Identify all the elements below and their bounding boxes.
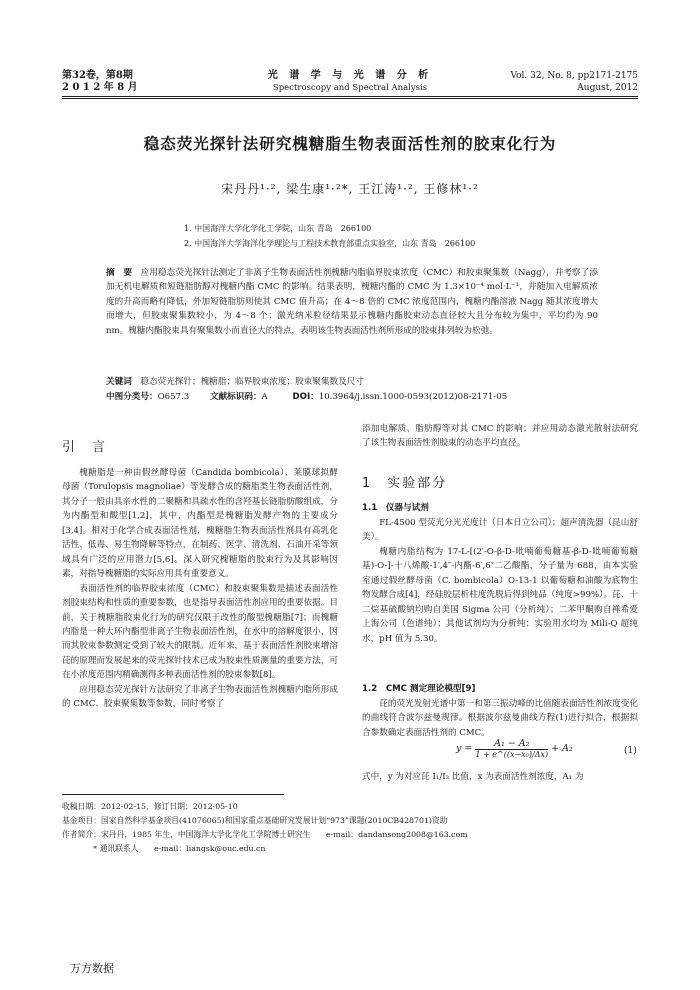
footnote-author-bio: 作者简介：宋丹丹，1985 年生，中国海洋大学化学化工学院博士研究生 e-mail：dandansong2008@163.com: [62, 830, 468, 839]
affiliations: [184, 221, 475, 251]
after-equation: [362, 770, 638, 784]
keywords-label: 关键词: [106, 377, 132, 387]
article-title: 稳态荧光探针法研究槐糖脂生物表面活性剂的胶束化行为: [143, 135, 557, 153]
affiliation-1: 1. 中国海洋大学化学化工学院，山东 青岛 266100: [184, 224, 372, 233]
equation-denominator: 1 + e^((x−x₀)/Δx): [475, 750, 549, 759]
header-volume: 第32卷，第8期: [62, 70, 133, 81]
section-paragraph: 芘的荧光发射光谱中第一和第三振动峰的比值随表面活性剂浓度变化的曲线符合波尔兹曼规律。根据波尔兹曼曲线方程(1)进行拟合，根据拟合参数确定表面活性剂的 CMC。: [362, 699, 638, 738]
footnote-rule: [62, 794, 284, 795]
after-equation-text: 式中，y 为对应芘 I₁/I₃ 比值，x 为表面活性剂浓度，A₁ 为: [362, 772, 584, 782]
header-date-cn: 2 0 1 2 年 8 月: [62, 82, 138, 93]
header-rule-top: [62, 96, 638, 97]
abstract-text: 应用稳态荧光探针法测定了非离子生物表面活性剂槐糖内脂临界胶束浓度（CMC）和胶束聚集数（Nagg），并考察了添加无机电解质和短链脂肪醇对槐糖内酯 CMC 的影响。结果表明，槐糖内酯的 CMC 为 1.3×10⁻⁴ mol·L⁻¹，并随加入电解质浓度的升高而略有降低，外加短链脂肪则使其 CMC 值升高；在 4～8 倍的 CMC 浓度范围内，槐糖内酯溶液 Nagg 随其浓度增大而增大，但胶束聚集数较小，为 4～8 个；激光纳米粒径结果显示槐糖内酯胶束动态直径较大且分布较为集中，平均约为 90 nm。槐糖内酯胶束具有聚集数小而直径大的特点，表明该生物表面活性剂所形成的胶束排列较为松弛。: [106, 268, 598, 336]
keywords-text: 稳态荧光探针；槐糖脂；临界胶束浓度；胶束聚集数及尺寸: [140, 377, 364, 387]
affiliation-2: 2. 中国海洋大学海洋化学理论与工程技术教育部重点实验室，山东 青岛 266100: [184, 239, 476, 248]
intro-paragraph: 应用稳态荧光探针方法研究了非离子生物表面活性剂槐糖内脂所形成的 CMC、胶束聚集数等参数，同时考察了: [62, 684, 338, 710]
intro-paragraph: 槐糖脂是一种由假丝酵母菌（Candida bombicola）、莱膜球拟酵母菌（Torulopsis magnoliae）等发酵合成的糖脂类生物表面活性剂，其分子一般由具亲水性的二聚糖和具疏水性的含羟基长链脂肪酸组成，分为内酯型和酸型[1,2]，其中，内酯型是槐糖脂发酵产物的主要成分[3,4]。相对于化学合成表面活性剂，槐糖脂生物表面活性剂具有高乳化活性、低毒、易生物降解等特点，在制药、医学、清洗剂、石油开采等领域具有广泛的应用潜力[5,6]。深入研究槐糖脂的胶束行为及其影响因素，对指导槐糖脂的实际应用具有重要意义。: [62, 468, 338, 580]
section1-heading: 1 实验部分: [362, 476, 448, 491]
section-paragraph: FL-4500 型荧光分光光度计（日本日立公司）；超声清洗器（昆山舒美）。: [362, 518, 638, 543]
clc-label: 中图分类号：: [106, 392, 158, 402]
equation-lhs: y =: [456, 743, 473, 754]
subsection-1-1-heading: 1.1 仪器与试剂: [362, 503, 429, 513]
section-paragraph: 槐糖内脂结构为 17-L-[(2′-O-β-D-吡喃葡萄糖基-β-D-吡喃葡萄糖基)-O-]-十八烯酸-1′,4″-内酯-6′,6″二乙酸酯，分子量为 688，由本实验室通过假丝酵母菌（C. bombicola）O-13-1 以葡萄糖和油酸为底物生物发酵合成[4]，经硅胶层析柱度洗脱后得到纯品（纯度>99%）。芘、十二烷基硫酸钠均购自美国 Sigma 公司（分析纯）；二苯甲酮购自禅希爱上海公司（色谱纯）；其他试剂均为分析纯；实验用水均为 Mili-Q 超纯水，pH 值为 5.30。: [362, 546, 638, 644]
footnotes: [62, 800, 638, 856]
subsection-1-2-heading: 1.2 CMC 测定理论模型[9]: [362, 684, 476, 694]
header-date-en: August, 2012: [577, 83, 638, 93]
doi-label: DOI：: [292, 392, 319, 402]
section1-1-body: [362, 516, 638, 646]
footnote-received: 收稿日期：2012-02-15，修订日期：2012-05-10: [62, 802, 238, 811]
section1-2-body: [362, 697, 638, 740]
doc-code-label: 文献标识码：: [209, 392, 262, 402]
intro-continuation: 添加电解质、脂肪醇等对其 CMC 的影响；并应用动态激光散射法研究了该生物表面活性剂胶束的动态平均直径。: [362, 424, 638, 449]
footnote-correspondence: * 通讯联系人 e-mail：liangsk@ouc.edu.cn: [62, 844, 266, 853]
equation-number: (1): [624, 746, 637, 756]
journal-name-cn: 光 谱 学 与 光 谱 分 析: [267, 70, 433, 81]
footnote-funding: 基金项目：国家自然科学基金项目(41076065)和国家重点基础研究发展计划“973”课题(2010CB428701)资助: [62, 816, 448, 825]
equation-numerator: A₁ − A₂: [475, 738, 548, 750]
wanfang-watermark: 万方数据: [70, 962, 114, 975]
boltzmann-equation: [456, 738, 573, 759]
header-volume-en: Vol. 32, No. 8, pp2171-2175: [510, 71, 638, 81]
right-column-top: [362, 422, 638, 451]
doi-value: 10.3964/j.issn.1000-0593(2012)08-2171-05: [318, 392, 508, 402]
doc-code: A: [261, 392, 268, 402]
equation-tail: + A₂: [551, 743, 573, 754]
equation-fraction: [475, 738, 548, 759]
author-list: 宋丹丹¹·², 梁生康¹·²*, 王江涛¹·², 王修林¹·²: [221, 182, 479, 196]
clc-code: O657.3: [157, 392, 190, 402]
header-rule-bottom: [62, 98, 638, 99]
header-issue-block: [510, 70, 638, 94]
journal-name-en: Spectroscopy and Spectral Analysis: [272, 83, 428, 93]
classification-line: [106, 390, 507, 404]
intro-paragraph: 表面活性剂的临界胶束浓度（CMC）和胶束聚集数是描述表面活性剂胶束结构和性质的重要参数，也是指导表面活性剂应用的重要依据。目前，关于槐糖脂胶束化行为的研究仅限于改性的酸型槐糖脂[7]；而槐糖内脂是一种大环内酯型非离子生物表面活性剂，在水中的溶解度很小，因而其胶束参数测定受到了较大的限制。近年来，基于表面活性剂胶束增溶芘的原理而发展起来的荧光探针技术已成为胶束性质测量的重要方法，可在小浓度范围内精确测得多种表面活性剂的胶束参数[8]。: [62, 583, 338, 681]
abstract-label: 摘 要: [106, 268, 132, 278]
left-column: [62, 466, 338, 712]
abstract: [106, 266, 598, 338]
keywords: [106, 375, 364, 389]
intro-heading: 引 言: [62, 440, 108, 455]
